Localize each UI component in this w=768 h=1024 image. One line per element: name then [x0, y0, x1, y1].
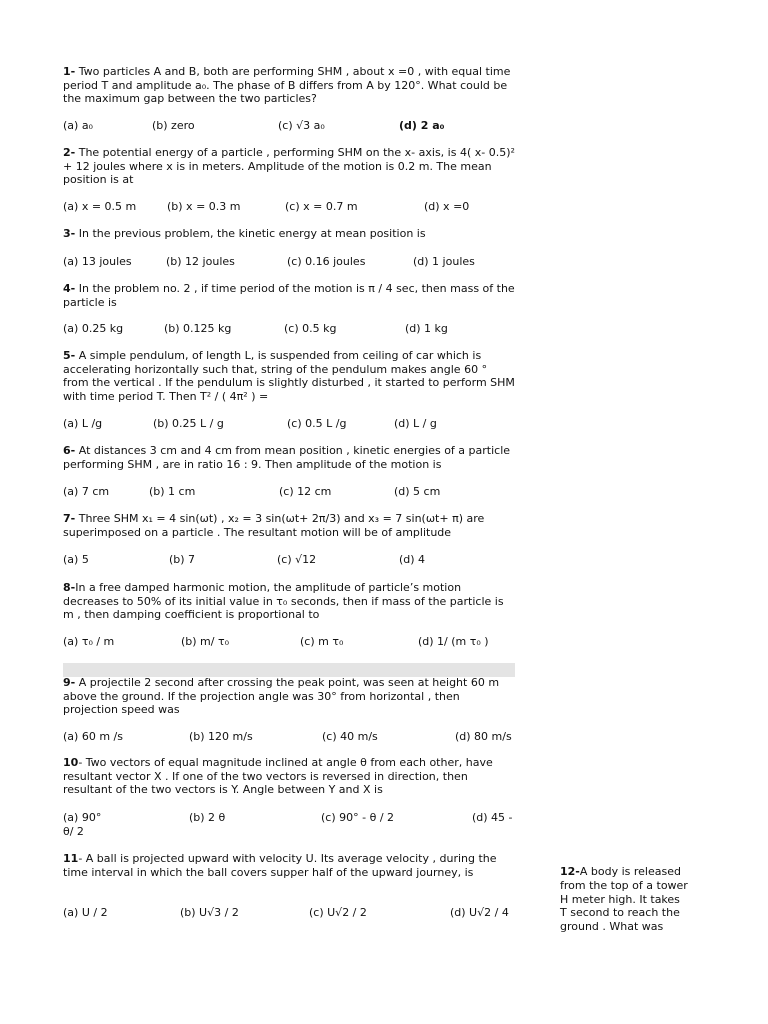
question-number: 1- [63, 65, 76, 78]
question-text: - A ball is projected upward with velocity U. Its average velocity , during the time interval in which the ball covers supper half of the upward journey, is [63, 852, 497, 879]
option-a[interactable]: (a) 90° [63, 811, 102, 824]
option-b[interactable]: (b) zero [152, 119, 195, 132]
question-12 [560, 865, 690, 934]
option-a[interactable]: (a) 7 cm [63, 485, 110, 498]
option-a[interactable]: (a) U / 2 [63, 906, 108, 919]
question-text: - Two vectors of equal magnitude inclined at angle θ from each other, have resultant vector X . If one of the two vectors is reversed in direction, then resultant of the two vectors is Y. Angle between Y and X is [63, 756, 493, 797]
option-c[interactable]: (c) 40 m/s [322, 730, 378, 743]
option-a[interactable]: (a) 13 joules [63, 255, 132, 268]
option-a[interactable]: (a) 0.25 kg [63, 322, 124, 335]
question-4 [63, 282, 515, 309]
options-q5 [63, 417, 515, 431]
option-b[interactable]: (b) 120 m/s [189, 730, 253, 743]
option-b[interactable]: (b) 12 joules [166, 255, 235, 268]
question-number: 9- [63, 676, 76, 689]
option-c[interactable]: (c) 90° - θ / 2 [321, 811, 395, 824]
question-10 [63, 756, 515, 797]
question-text: In the problem no. 2 , if time period of the motion is π / 4 sec, then mass of the particle is [63, 282, 515, 309]
question-number: 7- [63, 512, 76, 525]
question-text: The potential energy of a particle , performing SHM on the x- axis, is 4( x- 0.5)² + 12 joules where x is in meters. Amplitude of the motion is 0.2 m. The mean position is at [63, 146, 515, 187]
question-number: 11 [63, 852, 79, 865]
option-d[interactable]: (d) 45 - [472, 811, 513, 824]
options-q7 [63, 553, 515, 567]
option-c[interactable]: (c) 12 cm [279, 485, 332, 498]
option-b[interactable]: (b) 0.25 L / g [153, 417, 224, 430]
question-text: Three SHM x₁ = 4 sin(ωt) , x₂ = 3 sin(ωt+ 2π/3) and x₃ = 7 sin(ωt+ π) are superimposed on a particle . The resultant motion will be of amplitude [63, 512, 485, 539]
option-c[interactable]: (c) √12 [277, 553, 317, 566]
question-text: At distances 3 cm and 4 cm from mean position , kinetic energies of a particle performing SHM , are in ratio 16 : 9. Then amplitude of the motion is [63, 444, 511, 471]
options-q8 [63, 635, 515, 649]
option-a[interactable]: (a) 60 m /s [63, 730, 123, 743]
options-q1 [63, 119, 515, 133]
question-number: 10 [63, 756, 79, 769]
option-d[interactable]: (d) x =0 [424, 200, 470, 213]
option-b[interactable]: (b) 1 cm [149, 485, 196, 498]
option-d[interactable]: (d) 5 cm [394, 485, 441, 498]
option-d[interactable]: (d) 80 m/s [455, 730, 512, 743]
option-c[interactable]: (c) m τ₀ [300, 635, 344, 648]
question-number: 5- [63, 349, 76, 362]
option-b[interactable]: (b) 2 θ [189, 811, 226, 824]
option-b[interactable]: (b) m/ τ₀ [181, 635, 230, 648]
option-a[interactable]: (a) L /g [63, 417, 103, 430]
option-a[interactable]: (a) τ₀ / m [63, 635, 115, 648]
option-c[interactable]: (c) x = 0.7 m [285, 200, 358, 213]
option-a[interactable]: (a) x = 0.5 m [63, 200, 137, 213]
question-2 [63, 146, 515, 187]
option-d[interactable]: (d) 4 [399, 553, 426, 566]
question-text: A simple pendulum, of length L, is suspended from ceiling of car which is accelerating horizontally such that, string of the pendulum makes angle 60 ° from the vertical . If the pendulum is slightly disturbed , it started to perform SHM with time period T. Then T² / ( 4π² ) = [63, 349, 515, 403]
shaded-divider [63, 663, 515, 677]
question-text: In a free damped harmonic motion, the amplitude of particle’s motion decreases to 50% of its initial value in τ₀ seconds, then if mass of the particle is m , then damping coefficient is proportional to [63, 581, 504, 622]
options-q6 [63, 485, 515, 499]
option-b[interactable]: (b) 7 [169, 553, 196, 566]
option-d-continuation: θ/ 2 [63, 825, 84, 838]
option-a[interactable]: (a) a₀ [63, 119, 93, 132]
question-number: 2- [63, 146, 76, 159]
option-b[interactable]: (b) x = 0.3 m [167, 200, 241, 213]
question-text: Two particles A and B, both are performing SHM , about x =0 , with equal time period T and amplitude a₀. The phase of B differs from A by 120°. What could be the maximum gap between the two particles? [63, 65, 511, 106]
option-c[interactable]: (c) 0.16 joules [287, 255, 366, 268]
options-q9 [63, 730, 515, 744]
option-d[interactable]: (d) 1 joules [413, 255, 475, 268]
question-1 [63, 65, 515, 106]
option-a[interactable]: (a) 5 [63, 553, 89, 566]
options-q3 [63, 255, 515, 269]
options-q10-wrap [63, 825, 515, 839]
option-d[interactable]: (d) 1/ (m τ₀ ) [418, 635, 489, 648]
question-number: 8- [63, 581, 76, 594]
options-q10 [63, 811, 515, 825]
question-3 [63, 227, 515, 241]
options-q2 [63, 200, 515, 214]
options-q11 [63, 906, 515, 920]
question-number: 6- [63, 444, 76, 457]
question-number: 3- [63, 227, 76, 240]
question-number: 12- [560, 865, 580, 878]
option-c[interactable]: (c) U√2 / 2 [309, 906, 367, 919]
question-7 [63, 512, 515, 539]
option-d[interactable]: (d) 2 a₀ [399, 119, 445, 132]
question-11 [63, 852, 515, 879]
option-b[interactable]: (b) 0.125 kg [164, 322, 232, 335]
option-d[interactable]: (d) 1 kg [405, 322, 448, 335]
question-8 [63, 581, 515, 622]
option-c[interactable]: (c) √3 a₀ [278, 119, 325, 132]
question-text: In the previous problem, the kinetic energy at mean position is [75, 227, 426, 240]
question-9 [63, 676, 515, 717]
question-number: 4- [63, 282, 76, 295]
question-6 [63, 444, 515, 471]
option-c[interactable]: (c) 0.5 L /g [287, 417, 347, 430]
options-q4 [63, 322, 515, 336]
option-b[interactable]: (b) U√3 / 2 [180, 906, 239, 919]
option-c[interactable]: (c) 0.5 kg [284, 322, 337, 335]
question-5 [63, 349, 515, 403]
question-text: A projectile 2 second after crossing the peak point, was seen at height 60 m above the ground. If the projection angle was 30° from horizontal , then projection speed was [63, 676, 500, 717]
option-d[interactable]: (d) L / g [394, 417, 437, 430]
question-text: A body is released from the top of a tower H meter high. It takes T second to reach the ground . What was [560, 865, 688, 934]
option-d[interactable]: (d) U√2 / 4 [450, 906, 509, 919]
